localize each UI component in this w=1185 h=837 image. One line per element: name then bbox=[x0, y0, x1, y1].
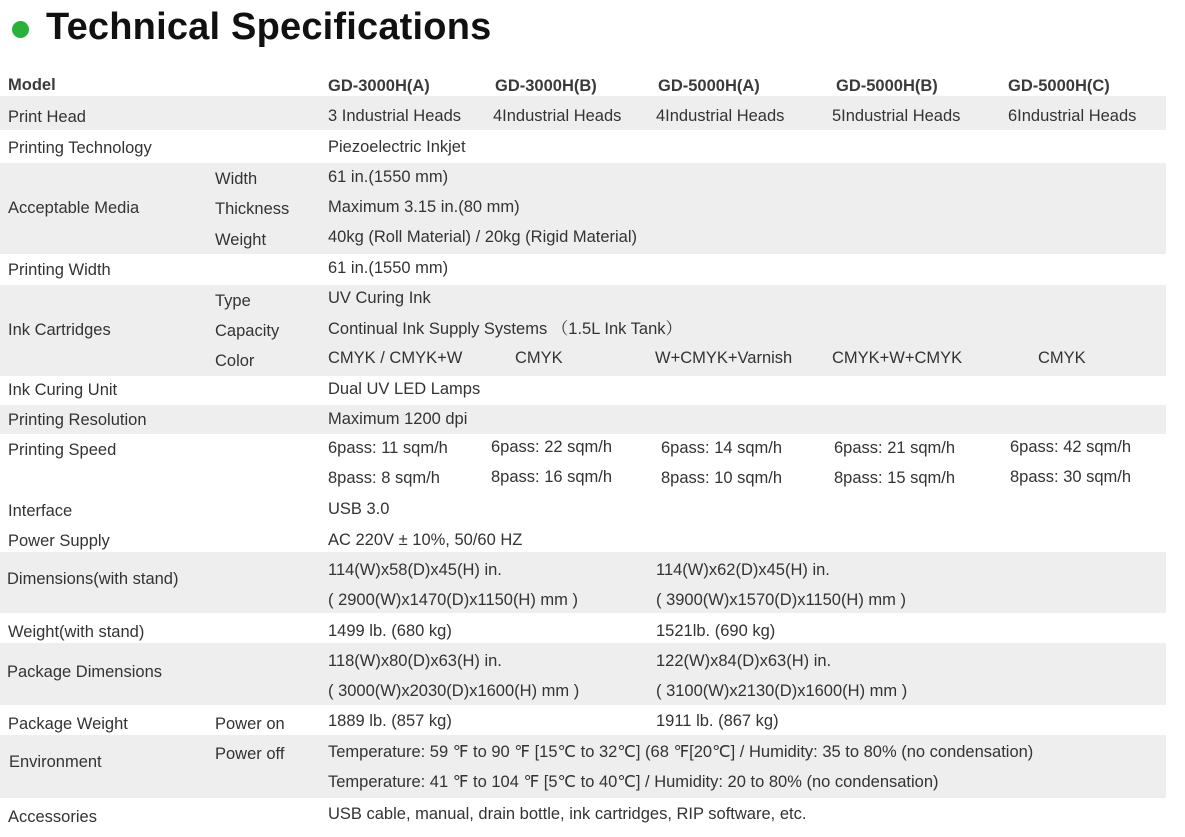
dimensions-a-in: 114(W)x58(D)x45(H) in. bbox=[328, 561, 502, 579]
package-weight-label: Package Weight bbox=[8, 715, 128, 733]
row-package-weight bbox=[0, 705, 1166, 735]
header-model-2: GD-3000H(B) bbox=[495, 77, 597, 95]
row-printing-speed bbox=[0, 434, 1166, 489]
package-weight-b: 1911 lb. (867 kg) bbox=[656, 712, 779, 730]
package-weight-sub-label: Power on bbox=[215, 715, 285, 733]
print-head-value: 3 Industrial Heads bbox=[328, 107, 461, 125]
media-weight-label: Weight bbox=[215, 231, 267, 249]
interface-label: Interface bbox=[8, 502, 73, 520]
print-head-value: 4Industrial Heads bbox=[656, 107, 785, 125]
row-ink-curing-unit bbox=[0, 376, 1166, 405]
ink-curing-unit-value: Dual UV LED Lamps bbox=[328, 380, 481, 398]
ink-type-label: Type bbox=[215, 292, 251, 310]
printing-technology-value: Piezoelectric Inkjet bbox=[328, 138, 466, 156]
header-model-5: GD-5000H(C) bbox=[1008, 77, 1110, 95]
environment-power-off: Temperature: 41 ℉ to 104 ℉ [5℃ to 40℃] / Humidity: 20 to 80% (no condensation) bbox=[328, 773, 939, 791]
package-dimensions-a-in: 118(W)x80(D)x63(H) in. bbox=[328, 652, 502, 670]
weight-label: Weight(with stand) bbox=[8, 623, 145, 641]
speed-6pass: 6pass: 14 sqm/h bbox=[661, 439, 783, 457]
media-thickness-value: Maximum 3.15 in.(80 mm) bbox=[328, 198, 520, 216]
row-package-dimensions bbox=[0, 643, 1166, 705]
speed-6pass: 6pass: 21 sqm/h bbox=[834, 439, 956, 457]
ink-color-value: W+CMYK+Varnish bbox=[655, 349, 793, 367]
package-dimensions-a-mm: ( 3000(W)x2030(D)x1600(H) mm ) bbox=[328, 682, 580, 700]
ink-color-value: CMYK+W+CMYK bbox=[832, 349, 963, 367]
dimensions-a-mm: ( 2900(W)x1470(D)x1150(H) mm ) bbox=[328, 591, 578, 609]
power-supply-label: Power Supply bbox=[8, 532, 110, 550]
header-row bbox=[0, 70, 1166, 98]
package-dimensions-b-mm: ( 3100(W)x2130(D)x1600(H) mm ) bbox=[656, 682, 908, 700]
media-width-label: Width bbox=[215, 170, 258, 188]
power-supply-value: AC 220V ± 10%, 50/60 HZ bbox=[328, 531, 523, 549]
printing-width-label: Printing Width bbox=[8, 261, 111, 279]
ink-color-label: Color bbox=[215, 352, 255, 370]
row-printing-technology bbox=[0, 130, 1166, 163]
speed-6pass: 6pass: 11 sqm/h bbox=[328, 439, 448, 457]
printing-resolution-value: Maximum 1200 dpi bbox=[328, 410, 468, 428]
row-interface bbox=[0, 493, 1166, 523]
speed-6pass: 6pass: 22 sqm/h bbox=[491, 438, 613, 456]
environment-power-on: Temperature: 59 ℉ to 90 ℉ [15℃ to 32℃] (68 ℉[20℃] / Humidity: 35 to 80% (no condensation) bbox=[328, 743, 1034, 761]
bullet-dot-icon bbox=[12, 21, 29, 38]
header-model-1: GD-3000H(A) bbox=[328, 77, 430, 95]
printing-width-value: 61 in.(1550 mm) bbox=[328, 259, 449, 277]
print-head-label: Print Head bbox=[8, 108, 86, 126]
package-weight-a: 1889 lb. (857 kg) bbox=[328, 712, 452, 730]
media-thickness-label: Thickness bbox=[215, 200, 290, 218]
row-ink-cartridges bbox=[0, 285, 1166, 376]
environment-label: Environment bbox=[9, 753, 102, 771]
ink-curing-unit-label: Ink Curing Unit bbox=[8, 381, 118, 399]
dimensions-b-mm: ( 3900(W)x1570(D)x1150(H) mm ) bbox=[656, 591, 906, 609]
dimensions-label: Dimensions(with stand) bbox=[7, 570, 179, 588]
row-printing-width bbox=[0, 254, 1166, 285]
dimensions-b-in: 114(W)x62(D)x45(H) in. bbox=[656, 561, 830, 579]
accessories-label: Accessories bbox=[8, 808, 97, 826]
row-weight bbox=[0, 613, 1166, 643]
printing-speed-label: Printing Speed bbox=[8, 441, 117, 459]
speed-8pass: 8pass: 10 sqm/h bbox=[661, 469, 783, 487]
weight-a: 1499 lb. (680 kg) bbox=[328, 622, 452, 640]
page-title-text: Technical Specifications bbox=[46, 5, 492, 48]
environment-sub-label: Power off bbox=[215, 745, 285, 763]
speed-8pass: 8pass: 15 sqm/h bbox=[834, 469, 956, 487]
acceptable-media-label: Acceptable Media bbox=[8, 199, 140, 217]
interface-value: USB 3.0 bbox=[328, 500, 390, 518]
ink-capacity-value: Continual Ink Supply Systems （1.5L Ink Tank） bbox=[328, 320, 683, 338]
package-dimensions-label: Package Dimensions bbox=[7, 663, 162, 681]
speed-8pass: 8pass: 30 sqm/h bbox=[1010, 468, 1132, 486]
row-print-head bbox=[0, 96, 1166, 130]
print-head-value: 4Industrial Heads bbox=[493, 107, 622, 125]
ink-capacity-label: Capacity bbox=[215, 322, 280, 340]
ink-color-value: CMYK bbox=[515, 349, 563, 367]
printing-technology-label: Printing Technology bbox=[8, 139, 152, 157]
header-model-4: GD-5000H(B) bbox=[836, 77, 938, 95]
weight-b: 1521lb. (690 kg) bbox=[656, 622, 776, 640]
row-accessories bbox=[0, 798, 1166, 828]
print-head-value: 5Industrial Heads bbox=[832, 107, 961, 125]
row-environment bbox=[0, 735, 1166, 798]
print-head-value: 6Industrial Heads bbox=[1008, 107, 1137, 125]
accessories-value: USB cable, manual, drain bottle, ink cartridges, RIP software, etc. bbox=[328, 805, 807, 823]
speed-8pass: 8pass: 16 sqm/h bbox=[491, 468, 613, 486]
media-weight-value: 40kg (Roll Material) / 20kg (Rigid Material) bbox=[328, 228, 638, 246]
row-acceptable-media bbox=[0, 163, 1166, 254]
speed-6pass: 6pass: 42 sqm/h bbox=[1010, 438, 1132, 456]
header-model-label: Model bbox=[8, 76, 56, 94]
media-width-value: 61 in.(1550 mm) bbox=[328, 168, 449, 186]
row-power-supply bbox=[0, 523, 1166, 552]
row-printing-resolution bbox=[0, 405, 1166, 434]
ink-type-value: UV Curing Ink bbox=[328, 289, 431, 307]
package-dimensions-b-in: 122(W)x84(D)x63(H) in. bbox=[656, 652, 832, 670]
page-title bbox=[12, 4, 491, 50]
speed-8pass: 8pass: 8 sqm/h bbox=[328, 469, 440, 487]
ink-color-value: CMYK / CMYK+W bbox=[328, 349, 463, 367]
header-model-3: GD-5000H(A) bbox=[658, 77, 760, 95]
ink-color-value: CMYK bbox=[1038, 349, 1086, 367]
printing-resolution-label: Printing Resolution bbox=[8, 411, 147, 429]
row-dimensions bbox=[0, 552, 1166, 613]
ink-cartridges-label: Ink Cartridges bbox=[8, 321, 111, 339]
